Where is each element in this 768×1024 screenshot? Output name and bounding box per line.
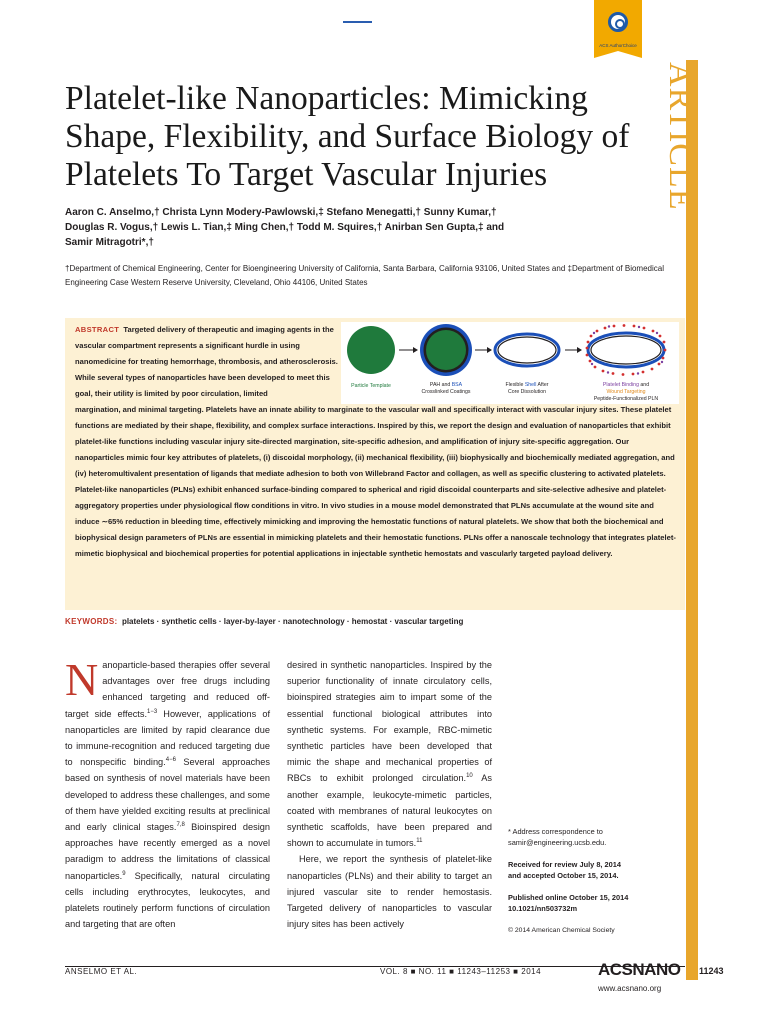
badge-text: ACS AuthorChoice xyxy=(599,43,637,48)
citation[interactable]: 11 xyxy=(416,838,423,845)
section-label: ARTICLE xyxy=(662,62,699,211)
author-line: Aaron C. Anselmo,† Christa Lynn Modery-Pawlowski,‡ Stefano Menegatti,† Sunny Kumar,† xyxy=(65,207,497,218)
author-line: Douglas R. Vogus,† Lewis L. Tian,‡ Ming Chen,† Todd M. Squires,† Anirban Sen Gupta,‡ and xyxy=(65,222,505,233)
keywords-label: KEYWORDS: xyxy=(65,617,118,626)
body-text: As another example, leukocyte-mimetic particles, coated with membranes of natural leukocytes on synthetic scaffolds, have been prepared and shown to accumulate in tumors. xyxy=(287,773,492,849)
citation[interactable]: 1−3 xyxy=(147,708,158,715)
published-date: Published online October 15, 2014 xyxy=(508,893,629,902)
abstract-text-rest: margination, and minimal targeting. Platelets have an innate ability to marginate to the vascular wall and specifically interact with vascular injury sites. These platelet functions are mediated by their shape, flexibility, and complex surface interactions. Inspired by this, we report the design and evaluation of nanoparticles that exhibit platelet-like functions including vascular injury site-directed margination, site-specific adhesion, and amplification of injury site-specific aggregation. Our nanoparticles mimic four key attributes of platelets, (i) discoidal morphology, (ii) mechanical flexibility, (iii) biophysically and biochemically mediated aggregation, and (iv) heteromultivalent presentation of ligands that mediate adhesion to both von Willebrand Factor and collagen, as well as specific clustering to activated platelets. Platelet-like nanoparticles (PLNs) exhibit enhanced surface-binding compared to spherical and rigid discoidal counterparts and site-selective adhesive and platelet-aggregatory properties under physiological flow conditions in vitro. In vivo studies in a mouse model demonstrated that PLNs accumulate at the wound site and induce ∼65% reduction in bleeding time, effectively mimicking and improving the hemostatic functions of natural platelets. We show that both the biochemical and biophysical design parameters of PLNs are essential in mimicking platelets and their hemostatic functions. PLNs offer a nanoscale technology that integrates platelet-mimetic biophysical and biochemical properties for potential applications in injectable synthetic hemostats and vascularly targeted payload delivery. xyxy=(75,405,676,558)
journal-url[interactable]: www.acsnano.org xyxy=(598,984,662,993)
top-rule xyxy=(343,21,372,23)
affiliation: †Department of Chemical Engineering, Center for Bioengineering University of California, Santa Barbara, California 93106, United States and ‡Department of Biomedical Engineering Case Western Reserve University, Cleveland, Ohio 44106, United States xyxy=(65,264,664,287)
toc-figure-svg xyxy=(341,322,679,404)
keywords-list: platelets · synthetic cells · layer-by-layer · nanotechnology · hemostat · vascular targeting xyxy=(121,617,464,626)
citation[interactable]: 4−6 xyxy=(165,757,176,764)
open-access-icon xyxy=(608,12,628,32)
toc-step4-label-3: Peptide-Functionalized PLN xyxy=(593,396,659,402)
body-text: anoparticle-based therapies offer several advantages over free drugs including enhanced targeting and reduced off-target side effects. xyxy=(65,660,270,719)
paragraph xyxy=(287,657,492,851)
toc-step3-label-2: Core Dissolution xyxy=(507,389,547,395)
body-text: desired in synthetic nanoparticles. Inspired by the superior functionality of innate circulatory cells, bioinspired strategies aim to impart some of the essential functional biological attributes into synthetic systems. For example, RBC-mimetic synthetic particles have been developed that mimic the shape and mechanical properties of RBCs to exhibit prolonged circulation. xyxy=(287,660,492,784)
abstract-label: ABSTRACT xyxy=(75,325,120,334)
abstract-top xyxy=(75,322,345,402)
footer-divider xyxy=(65,966,685,967)
toc-step2-label: PAH and BSA xyxy=(429,382,463,388)
copyright: © 2014 American Chemical Society xyxy=(508,927,615,934)
body-text: However, applications of nanoparticles are limited by rapid clearance due to immune-recognition and reduced targeting due to nonspecific binding. xyxy=(65,708,271,768)
abstract-text-top: Targeted delivery of therapeutic and imaging agents in the vascular compartment represents a significant hurdle in using nanomedicine for treating hemorrhage, thrombosis, and atherosclerosis. While several types of nanoparticles have been developed to meet this goal, their utility is limited by poor circulation, limited xyxy=(75,325,338,398)
toc-step3-label: Flexible Shell After xyxy=(505,382,549,388)
citation[interactable]: 9 xyxy=(122,870,126,877)
accepted-date: and accepted October 15, 2014. xyxy=(508,871,619,880)
toc-graphic xyxy=(341,322,679,404)
footer-authors: ANSELMO ET AL. xyxy=(65,967,138,976)
doi[interactable]: 10.1021/nn503732m xyxy=(508,904,578,913)
drop-cap: N xyxy=(65,654,99,705)
pln-icon xyxy=(588,333,664,367)
particle-template-icon xyxy=(347,326,395,374)
arrow-head-icon xyxy=(577,347,582,353)
correspondence xyxy=(508,826,678,848)
body-text: Specifically, natural circulating cells including erythrocytes, leukocytes, and platelets routinely perform functions of circulation and targeting that are often xyxy=(65,870,270,930)
toc-step1-label: Particle Template xyxy=(351,383,391,389)
toc-step4-label: Platelet Binding and xyxy=(602,382,650,388)
publication-info xyxy=(508,892,678,914)
paragraph: Here, we report the synthesis of platelet-like nanoparticles (PLNs) and their ability to target an injured vascular site to render hemostasis. Targeted delivery of nanoparticles to vascular injury sites has been actively xyxy=(287,854,492,930)
citation[interactable]: 10 xyxy=(466,773,473,780)
arrow-head-icon xyxy=(413,347,418,353)
flexible-shell-icon xyxy=(495,334,559,366)
received-dates xyxy=(508,859,678,881)
toc-step2-label-2: Crosslinked Coatings xyxy=(421,389,471,395)
correspondence-label: * Address correspondence to xyxy=(508,827,603,836)
coated-particle-core-icon xyxy=(426,330,466,370)
correspondence-email[interactable]: samir@engineering.ucsb.edu. xyxy=(508,838,607,847)
side-notes xyxy=(508,826,678,936)
keywords xyxy=(65,617,665,626)
author-list xyxy=(65,205,665,250)
arrow-head-icon xyxy=(487,347,492,353)
article-title: Platelet-like Nanoparticles: Mimicking Shape, Flexibility, and Surface Biology of Platelets To Target Vascular Injuries xyxy=(65,80,630,193)
body-column-1 xyxy=(65,654,271,932)
author-line: Samir Mitragotri*,† xyxy=(65,237,154,248)
body-text: Bioinspired design approaches have recently emerged as a novel paradigm to address the limitations of classical nanoparticles. xyxy=(65,822,270,881)
citation[interactable]: 7,8 xyxy=(176,821,185,828)
footer-volume: VOL. 8 ■ NO. 11 ■ 11243–11253 ■ 2014 xyxy=(380,967,542,976)
body-text: Several approaches based on synthesis of novel materials have been developed to address these challenges, and some of them have yielded exciting results at preclinical and early clinical stages. xyxy=(65,757,270,833)
body-column-2 xyxy=(287,657,492,932)
page-number: 11243 xyxy=(699,966,724,976)
toc-step4-label-2: Wound Targeting xyxy=(606,389,646,395)
journal-logo[interactable]: ACSNANO xyxy=(598,960,681,979)
received-date: Received for review July 8, 2014 xyxy=(508,860,621,869)
